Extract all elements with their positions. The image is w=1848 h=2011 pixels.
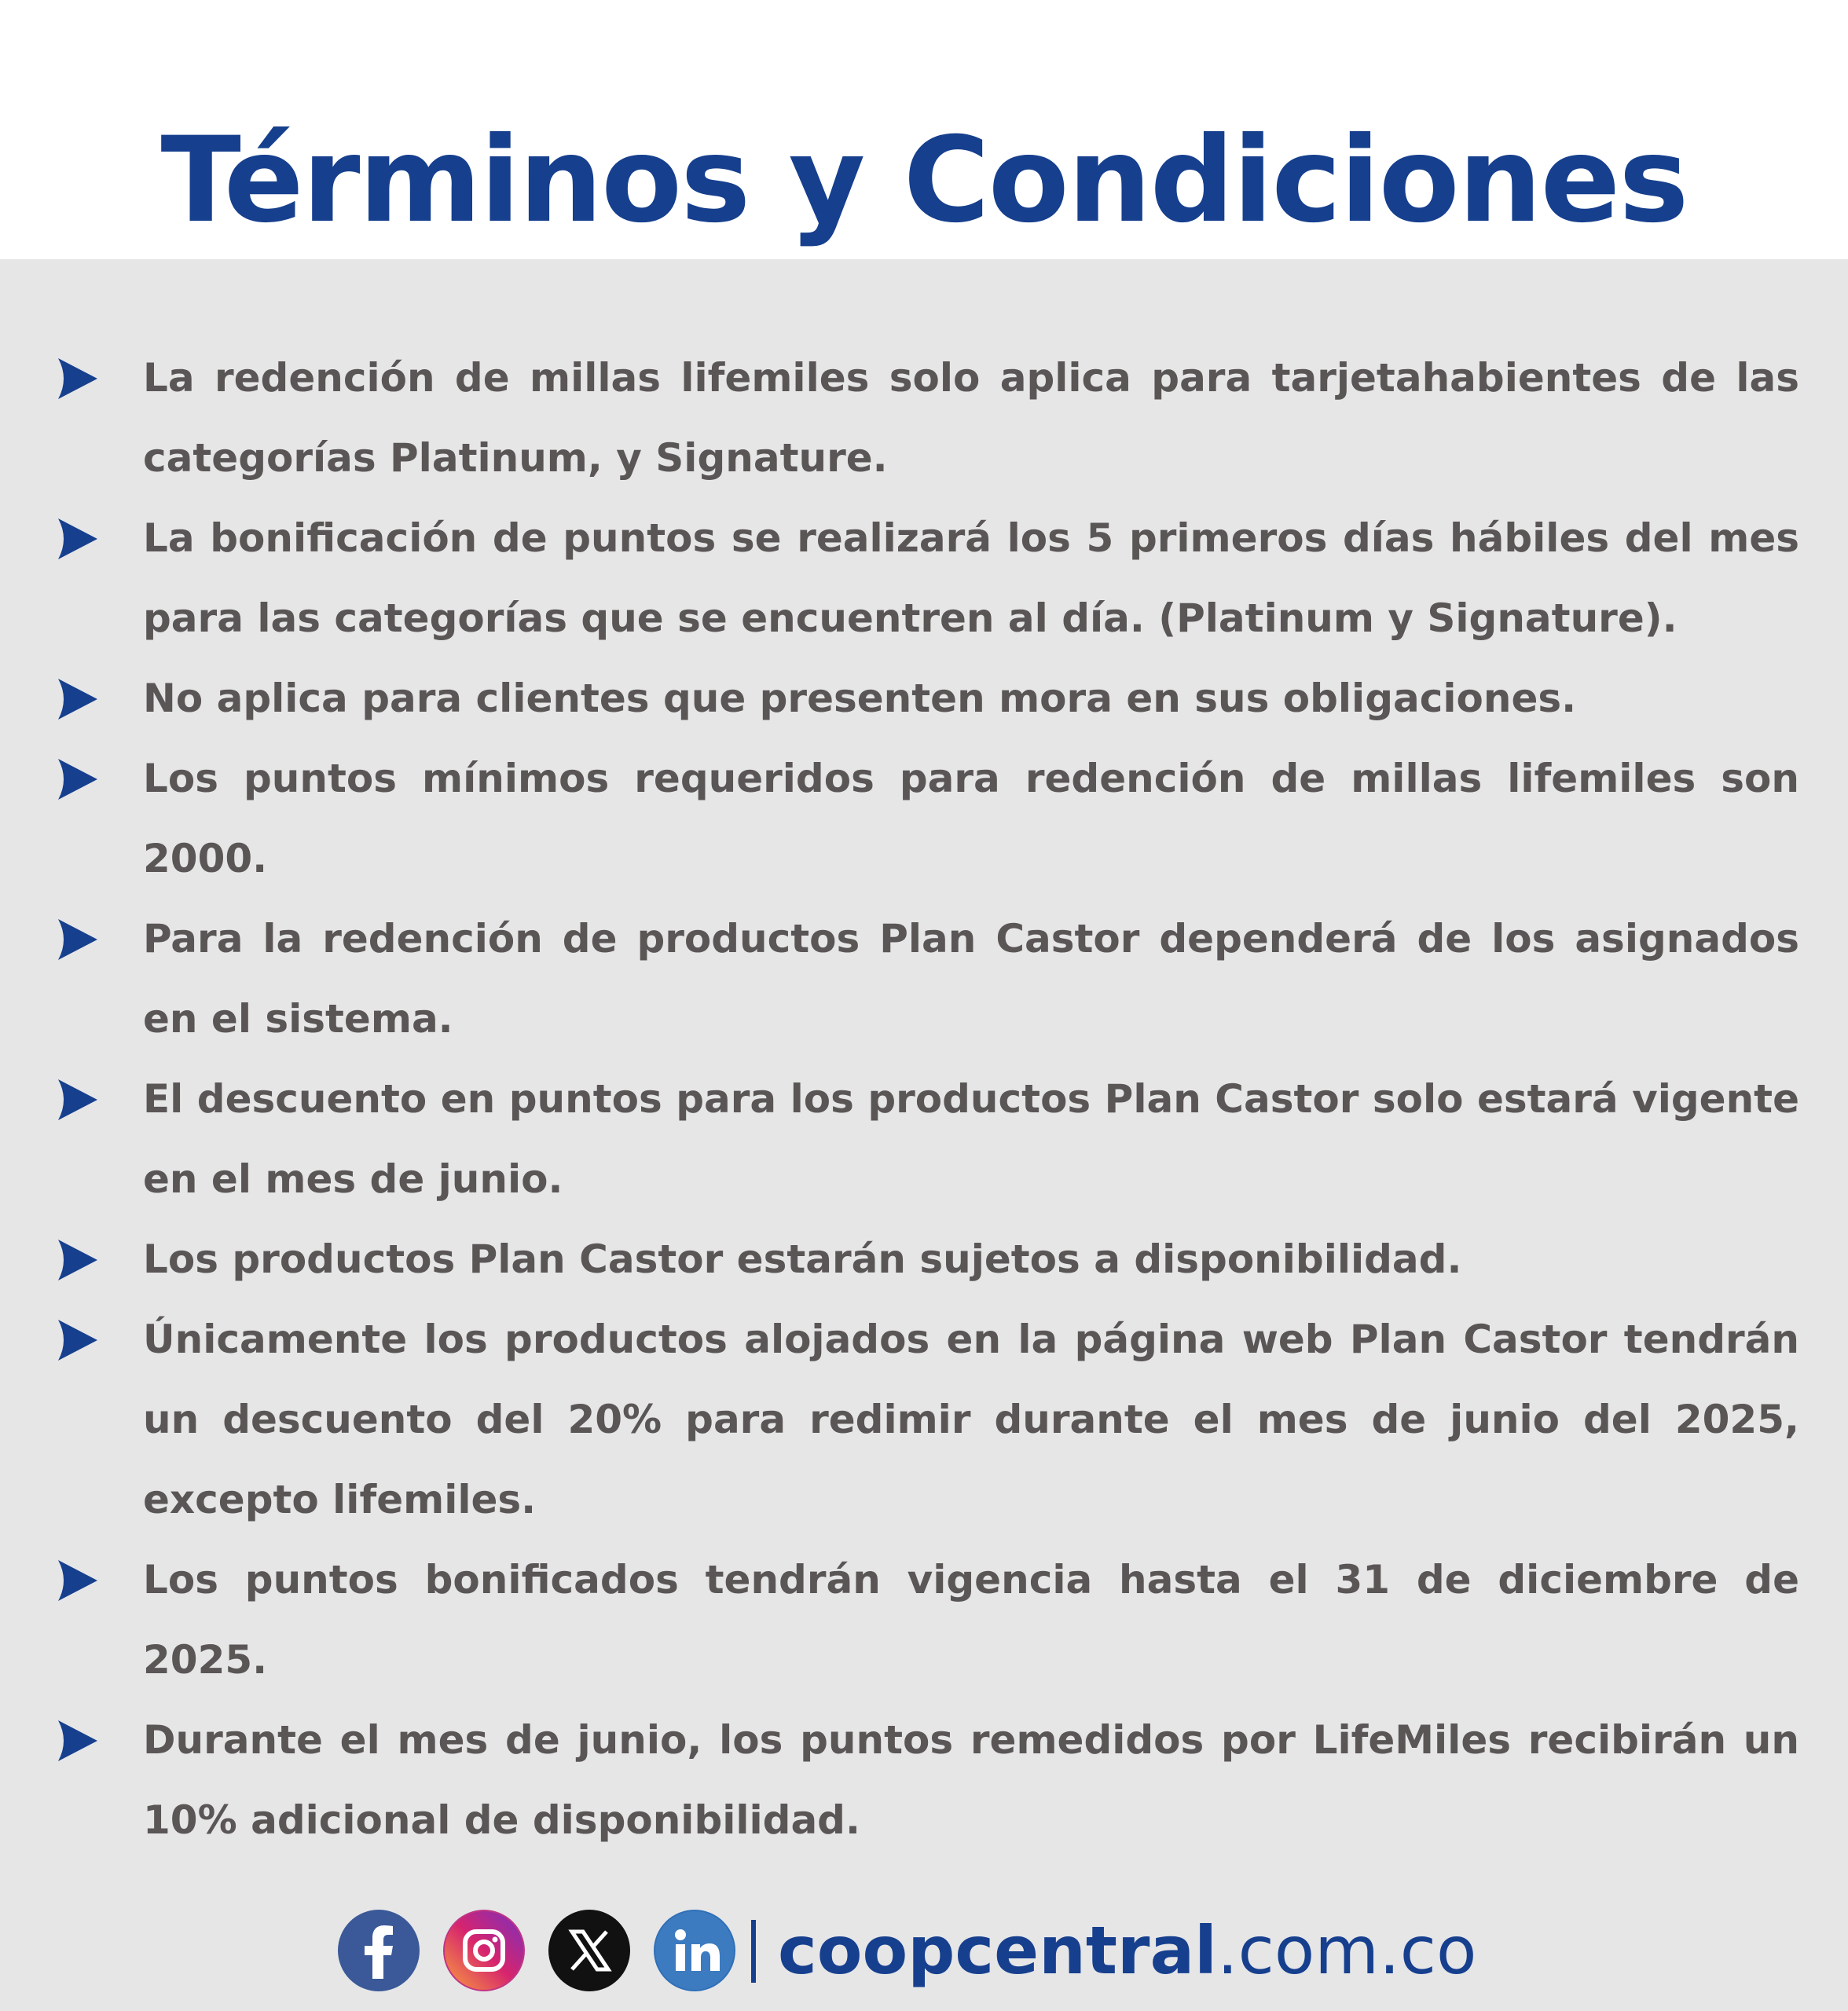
term-item — [55, 498, 1799, 658]
term-item — [55, 1299, 1799, 1540]
term-text: Los puntos mínimos requeridos para redención de millas lifemiles son 2000. — [143, 756, 1799, 881]
chevron-right-icon — [55, 1236, 101, 1284]
chevron-right-icon — [55, 1076, 101, 1123]
chevron-right-icon — [55, 515, 101, 562]
instagram-icon[interactable] — [443, 1910, 525, 1991]
chevron-right-icon — [55, 916, 101, 963]
x-icon[interactable] — [548, 1910, 630, 1991]
site-domain: .com.co — [1216, 1912, 1477, 1989]
header — [0, 0, 1848, 259]
chevron-right-icon — [55, 676, 101, 723]
linkedin-icon[interactable] — [654, 1910, 735, 1991]
chevron-right-icon — [55, 1317, 101, 1364]
term-text: Únicamente los productos alojados en la página web Plan Castor tendrán un descuento del 20% para redimir durante el mes de junio del 2025, excepto lifemiles. — [143, 1317, 1799, 1522]
website-link[interactable] — [778, 1907, 1476, 1994]
term-text: Los productos Plan Castor estarán sujetos a disponibilidad. — [143, 1236, 1462, 1282]
chevron-right-icon — [55, 756, 101, 803]
footer — [0, 1907, 1848, 1994]
term-item — [55, 1700, 1799, 1860]
term-item — [55, 338, 1799, 498]
footer-divider — [751, 1920, 756, 1983]
term-text: El descuento en puntos para los productos Plan Castor solo estará vigente en el mes de junio. — [143, 1076, 1799, 1202]
term-text: No aplica para clientes que presenten mora en sus obligaciones. — [143, 676, 1577, 721]
terms-panel — [0, 259, 1848, 2011]
chevron-right-icon — [55, 1557, 101, 1604]
term-item — [55, 899, 1799, 1059]
facebook-icon[interactable] — [338, 1910, 420, 1991]
chevron-right-icon — [55, 355, 101, 402]
term-text: La bonificación de puntos se realizará los 5 primeros días hábiles del mes para las categorías que se encuentren al día. (Platinum y Signature). — [143, 515, 1799, 641]
chevron-right-icon — [55, 1717, 101, 1764]
terms-list — [55, 338, 1799, 1860]
page-title: Términos y Condiciones — [160, 112, 1688, 249]
term-item — [55, 1059, 1799, 1219]
term-text: Durante el mes de junio, los puntos remedidos por LifeMiles recibirán un 10% adicional de disponibilidad. — [143, 1717, 1799, 1843]
term-item — [55, 658, 1799, 738]
term-text: La redención de millas lifemiles solo aplica para tarjetahabientes de las categorías Platinum, y Signature. — [143, 355, 1799, 481]
term-item — [55, 738, 1799, 899]
social-links — [338, 1907, 735, 1994]
term-item — [55, 1219, 1799, 1299]
site-name: coopcentral — [778, 1912, 1217, 1989]
term-text: Los puntos bonificados tendrán vigencia hasta el 31 de diciembre de 2025. — [143, 1557, 1799, 1683]
term-text: Para la redención de productos Plan Castor dependerá de los asignados en el sistema. — [143, 916, 1799, 1042]
term-item — [55, 1540, 1799, 1700]
